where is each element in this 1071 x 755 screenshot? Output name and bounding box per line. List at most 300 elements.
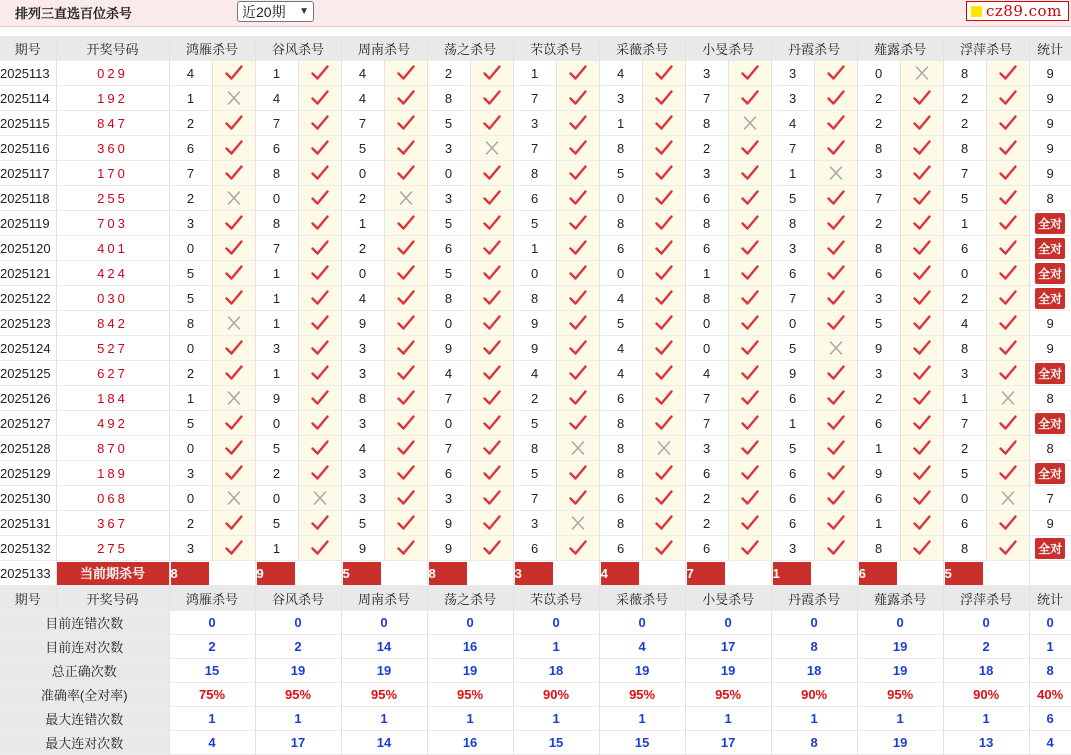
check-icon: [913, 315, 931, 331]
issue-cell: 2025115: [0, 111, 56, 136]
stat-header: 统计: [1029, 586, 1071, 611]
kill-number: 6: [943, 511, 986, 536]
kill-number: 8: [599, 511, 642, 536]
kill-number: 6: [599, 536, 642, 561]
issue-cell: 2025118: [0, 186, 56, 211]
kill-number: 8: [599, 211, 642, 236]
check-icon: [569, 290, 587, 306]
result-mark: [642, 61, 685, 86]
summary-value: 0: [685, 611, 771, 635]
check-icon: [827, 515, 845, 531]
chevron-down-icon: ▼: [299, 6, 309, 17]
kill-number: 3: [341, 486, 384, 511]
summary-value: 0: [943, 611, 1029, 635]
result-mark: [986, 361, 1029, 386]
issue-cell: 2025113: [0, 61, 56, 86]
result-mark: [556, 536, 599, 561]
check-icon: [913, 165, 931, 181]
check-icon: [311, 390, 329, 406]
current-issue: 2025133: [0, 561, 56, 586]
kill-number: 4: [599, 286, 642, 311]
current-kill-number: 5: [945, 562, 983, 585]
summary-value: 95%: [599, 683, 685, 707]
result-mark: [642, 261, 685, 286]
summary-value: 19: [255, 659, 341, 683]
issue-cell: 2025121: [0, 261, 56, 286]
kill-number: 0: [685, 311, 728, 336]
result-mark: [986, 511, 1029, 536]
kill-number: 4: [599, 61, 642, 86]
result-mark: [470, 336, 513, 361]
result-mark: [642, 161, 685, 186]
check-icon: [225, 515, 243, 531]
check-icon: [827, 140, 845, 156]
summary-value: 17: [685, 635, 771, 659]
check-icon: [827, 365, 845, 381]
check-icon: [569, 390, 587, 406]
kill-number: 5: [427, 111, 470, 136]
result-mark: [556, 211, 599, 236]
stat-cell: 9: [1029, 311, 1071, 336]
result-mark: [642, 336, 685, 361]
kill-number: 2: [857, 86, 900, 111]
kill-number: 0: [771, 311, 814, 336]
check-icon: [655, 215, 673, 231]
stat-cell: [1029, 461, 1071, 486]
expert-header: 芣苡杀号: [513, 36, 599, 61]
check-icon: [913, 265, 931, 281]
kill-number: 2: [685, 511, 728, 536]
result-mark: [728, 211, 771, 236]
summary-row: [0, 707, 1071, 731]
check-icon: [225, 465, 243, 481]
check-icon: [397, 265, 415, 281]
cross-icon: [913, 65, 931, 81]
kill-number: 0: [943, 261, 986, 286]
check-icon: [741, 190, 759, 206]
kill-number: 6: [427, 461, 470, 486]
result-mark: [814, 86, 857, 111]
check-icon: [741, 390, 759, 406]
expert-header: 鸿雁杀号: [169, 36, 255, 61]
result-mark: [728, 186, 771, 211]
check-icon: [311, 215, 329, 231]
summary-value: 0: [341, 611, 427, 635]
summary-row: [0, 659, 1071, 683]
all-correct-badge: 全对: [1035, 238, 1065, 259]
kill-number: 3: [857, 161, 900, 186]
draw-number: 030: [56, 286, 169, 311]
result-mark: [642, 436, 685, 461]
current-label-cell: [56, 561, 169, 586]
kill-number: 8: [943, 336, 986, 361]
cross-icon: [225, 190, 243, 206]
check-icon: [483, 515, 501, 531]
result-mark: [728, 511, 771, 536]
result-mark: [556, 236, 599, 261]
summary-label: 目前连对次数: [0, 635, 169, 659]
summary-value: 0: [427, 611, 513, 635]
result-mark: [986, 186, 1029, 211]
summary-value: 0: [513, 611, 599, 635]
result-mark: [556, 411, 599, 436]
result-mark: [986, 86, 1029, 111]
summary-value: 1: [341, 707, 427, 731]
kill-number: 7: [771, 136, 814, 161]
result-mark: [212, 311, 255, 336]
page-title: 排列三直选百位杀号: [15, 6, 133, 21]
check-icon: [999, 215, 1017, 231]
kill-number: 4: [943, 311, 986, 336]
all-correct-badge: 全对: [1035, 413, 1065, 434]
check-icon: [311, 440, 329, 456]
expert-header: 谷风杀号: [255, 586, 341, 611]
result-mark: [298, 211, 341, 236]
cross-icon: [655, 440, 673, 456]
cross-icon: [827, 165, 845, 181]
kill-number: 0: [255, 186, 298, 211]
summary-value: 14: [341, 731, 427, 755]
summary-value: 19: [599, 659, 685, 683]
summary-value: 16: [427, 635, 513, 659]
check-icon: [999, 65, 1017, 81]
kill-number: 0: [255, 486, 298, 511]
check-icon: [483, 65, 501, 81]
kill-number: 8: [685, 111, 728, 136]
kill-number: 2: [169, 361, 212, 386]
current-kill-cell: [513, 561, 599, 586]
result-mark: [212, 136, 255, 161]
result-mark: [900, 511, 943, 536]
summary-value: 13: [943, 731, 1029, 755]
check-icon: [741, 215, 759, 231]
result-mark: [728, 161, 771, 186]
current-kill-number: 9: [257, 562, 295, 585]
kill-number: 7: [943, 161, 986, 186]
result-mark: [814, 261, 857, 286]
kill-number: 0: [857, 61, 900, 86]
result-mark: [212, 186, 255, 211]
kill-number: 6: [771, 386, 814, 411]
kill-number: 8: [599, 461, 642, 486]
result-mark: [298, 511, 341, 536]
issue-cell: 2025128: [0, 436, 56, 461]
stat-cell: 9: [1029, 136, 1071, 161]
kill-number: 6: [599, 486, 642, 511]
result-mark: [556, 186, 599, 211]
check-icon: [569, 265, 587, 281]
check-icon: [397, 465, 415, 481]
issue-cell: 2025125: [0, 361, 56, 386]
result-mark: [986, 286, 1029, 311]
check-icon: [483, 490, 501, 506]
kill-number: 3: [169, 211, 212, 236]
check-icon: [397, 515, 415, 531]
result-mark: [900, 86, 943, 111]
table-row: [0, 86, 1071, 111]
kill-number: 3: [513, 111, 556, 136]
kill-number: 8: [255, 211, 298, 236]
kill-number: 9: [427, 336, 470, 361]
check-icon: [483, 465, 501, 481]
check-icon: [483, 340, 501, 356]
kill-number: 5: [771, 336, 814, 361]
check-icon: [999, 340, 1017, 356]
kill-number: 6: [513, 536, 556, 561]
check-icon: [483, 240, 501, 256]
check-icon: [741, 140, 759, 156]
summary-label: 总正确次数: [0, 659, 169, 683]
check-icon: [827, 65, 845, 81]
summary-value: 75%: [169, 683, 255, 707]
summary-value: 19: [857, 659, 943, 683]
check-icon: [483, 165, 501, 181]
kill-number: 5: [341, 511, 384, 536]
result-mark: [986, 211, 1029, 236]
summary-value: 1: [685, 707, 771, 731]
kill-number: 0: [255, 411, 298, 436]
kill-number: 4: [169, 61, 212, 86]
result-mark: [212, 386, 255, 411]
check-icon: [741, 465, 759, 481]
result-mark: [814, 486, 857, 511]
check-icon: [741, 240, 759, 256]
check-icon: [483, 290, 501, 306]
result-mark: [728, 336, 771, 361]
check-icon: [397, 540, 415, 556]
draw-number: 627: [56, 361, 169, 386]
result-mark: [212, 286, 255, 311]
check-icon: [827, 90, 845, 106]
check-icon: [999, 515, 1017, 531]
issue-cell: 2025122: [0, 286, 56, 311]
check-icon: [913, 290, 931, 306]
expert-header: 荡之杀号: [427, 36, 513, 61]
issue-cell: 2025127: [0, 411, 56, 436]
draw-header: 开奖号码: [56, 586, 169, 611]
kill-number: 9: [771, 361, 814, 386]
result-mark: [986, 111, 1029, 136]
summary-value: 1: [255, 707, 341, 731]
result-mark: [384, 386, 427, 411]
kill-number: 8: [771, 211, 814, 236]
result-mark: [814, 536, 857, 561]
issue-cell: 2025124: [0, 336, 56, 361]
result-mark: [470, 211, 513, 236]
result-mark: [986, 61, 1029, 86]
draw-number: 401: [56, 236, 169, 261]
kill-number: 7: [255, 236, 298, 261]
result-mark: [556, 336, 599, 361]
issue-cell: 2025119: [0, 211, 56, 236]
summary-value: 18: [771, 659, 857, 683]
all-correct-badge: 全对: [1035, 363, 1065, 384]
stat-cell: 9: [1029, 86, 1071, 111]
check-icon: [483, 215, 501, 231]
check-icon: [741, 90, 759, 106]
result-mark: [298, 386, 341, 411]
result-mark: [986, 261, 1029, 286]
summary-value: 18: [513, 659, 599, 683]
kill-number: 2: [943, 286, 986, 311]
kill-number: 6: [685, 461, 728, 486]
kill-number: 6: [771, 261, 814, 286]
result-mark: [728, 286, 771, 311]
result-mark: [642, 186, 685, 211]
summary-value: 95%: [255, 683, 341, 707]
draw-number: 703: [56, 211, 169, 236]
check-icon: [827, 190, 845, 206]
summary-value: 18: [943, 659, 1029, 683]
stat-cell: 8: [1029, 436, 1071, 461]
result-mark: [212, 61, 255, 86]
kill-number: 1: [771, 411, 814, 436]
check-icon: [999, 415, 1017, 431]
kill-number: 2: [169, 511, 212, 536]
table-row: [0, 436, 1071, 461]
result-mark: [470, 311, 513, 336]
issue-cell: 2025131: [0, 511, 56, 536]
check-icon: [913, 240, 931, 256]
check-icon: [311, 140, 329, 156]
summary-value: 0: [857, 611, 943, 635]
table-row: [0, 161, 1071, 186]
summary-value: 4: [599, 635, 685, 659]
result-mark: [384, 161, 427, 186]
kill-number: 5: [771, 436, 814, 461]
result-mark: [900, 211, 943, 236]
kill-number: 5: [857, 311, 900, 336]
check-icon: [655, 240, 673, 256]
result-mark: [298, 336, 341, 361]
kill-number: 2: [427, 61, 470, 86]
kill-number: 4: [685, 361, 728, 386]
current-kill-cell: [943, 561, 1029, 586]
kill-number: 6: [685, 236, 728, 261]
stat-cell: [1029, 261, 1071, 286]
check-icon: [913, 115, 931, 131]
summary-value: 15: [599, 731, 685, 755]
kill-number: 6: [857, 411, 900, 436]
summary-value: 0: [169, 611, 255, 635]
result-mark: [900, 436, 943, 461]
summary-value: 19: [427, 659, 513, 683]
kill-number: 3: [341, 361, 384, 386]
summary-value: 19: [341, 659, 427, 683]
logo-square-icon: [971, 6, 982, 17]
draw-number: 842: [56, 311, 169, 336]
stat-cell: [1029, 361, 1071, 386]
check-icon: [311, 340, 329, 356]
result-mark: [470, 486, 513, 511]
result-mark: [728, 86, 771, 111]
result-mark: [556, 161, 599, 186]
summary-value: 95%: [341, 683, 427, 707]
kill-number: 5: [513, 461, 556, 486]
site-logo[interactable]: [966, 1, 1069, 21]
result-mark: [728, 411, 771, 436]
summary-value: 90%: [943, 683, 1029, 707]
draw-number: 367: [56, 511, 169, 536]
result-mark: [384, 336, 427, 361]
check-icon: [827, 415, 845, 431]
check-icon: [483, 390, 501, 406]
result-mark: [470, 361, 513, 386]
check-icon: [569, 540, 587, 556]
result-mark: [642, 361, 685, 386]
kill-number: 1: [943, 386, 986, 411]
summary-value: 0: [255, 611, 341, 635]
result-mark: [986, 461, 1029, 486]
check-icon: [311, 315, 329, 331]
result-mark: [384, 236, 427, 261]
kill-number: 4: [771, 111, 814, 136]
kill-number: 3: [427, 186, 470, 211]
kill-number: 8: [599, 436, 642, 461]
current-kill-number: 3: [515, 562, 553, 585]
result-mark: [814, 136, 857, 161]
result-mark: [642, 211, 685, 236]
kill-number: 1: [255, 61, 298, 86]
check-icon: [569, 415, 587, 431]
result-mark: [728, 536, 771, 561]
result-mark: [986, 386, 1029, 411]
result-mark: [814, 336, 857, 361]
result-mark: [642, 311, 685, 336]
expert-header: 浮萍杀号: [943, 586, 1029, 611]
result-mark: [900, 61, 943, 86]
check-icon: [827, 440, 845, 456]
summary-value: 17: [255, 731, 341, 755]
check-icon: [569, 340, 587, 356]
stat-cell: 7: [1029, 486, 1071, 511]
kill-number: 6: [771, 461, 814, 486]
current-stat-cell: [1029, 561, 1071, 586]
kill-number: 5: [341, 136, 384, 161]
table-row: [0, 61, 1071, 86]
check-icon: [827, 240, 845, 256]
stat-cell: 9: [1029, 336, 1071, 361]
result-mark: [298, 461, 341, 486]
current-kill-number: 5: [343, 562, 381, 585]
kill-number: 6: [599, 236, 642, 261]
kill-number: 1: [771, 161, 814, 186]
result-mark: [986, 311, 1029, 336]
kill-number: 3: [427, 486, 470, 511]
result-mark: [814, 461, 857, 486]
summary-value: 4: [169, 731, 255, 755]
check-icon: [569, 215, 587, 231]
result-mark: [556, 261, 599, 286]
period-select[interactable]: [237, 1, 314, 22]
check-icon: [913, 440, 931, 456]
kill-number: 6: [685, 536, 728, 561]
kill-number: 7: [427, 436, 470, 461]
check-icon: [999, 365, 1017, 381]
result-mark: [642, 536, 685, 561]
stat-cell: [1029, 211, 1071, 236]
check-icon: [311, 540, 329, 556]
kill-number: 7: [513, 136, 556, 161]
check-icon: [999, 190, 1017, 206]
check-icon: [913, 390, 931, 406]
current-kill-cell: [857, 561, 943, 586]
kill-number: 0: [169, 486, 212, 511]
result-mark: [900, 186, 943, 211]
issue-cell: 2025120: [0, 236, 56, 261]
kill-number: 6: [169, 136, 212, 161]
kill-number: 9: [341, 311, 384, 336]
